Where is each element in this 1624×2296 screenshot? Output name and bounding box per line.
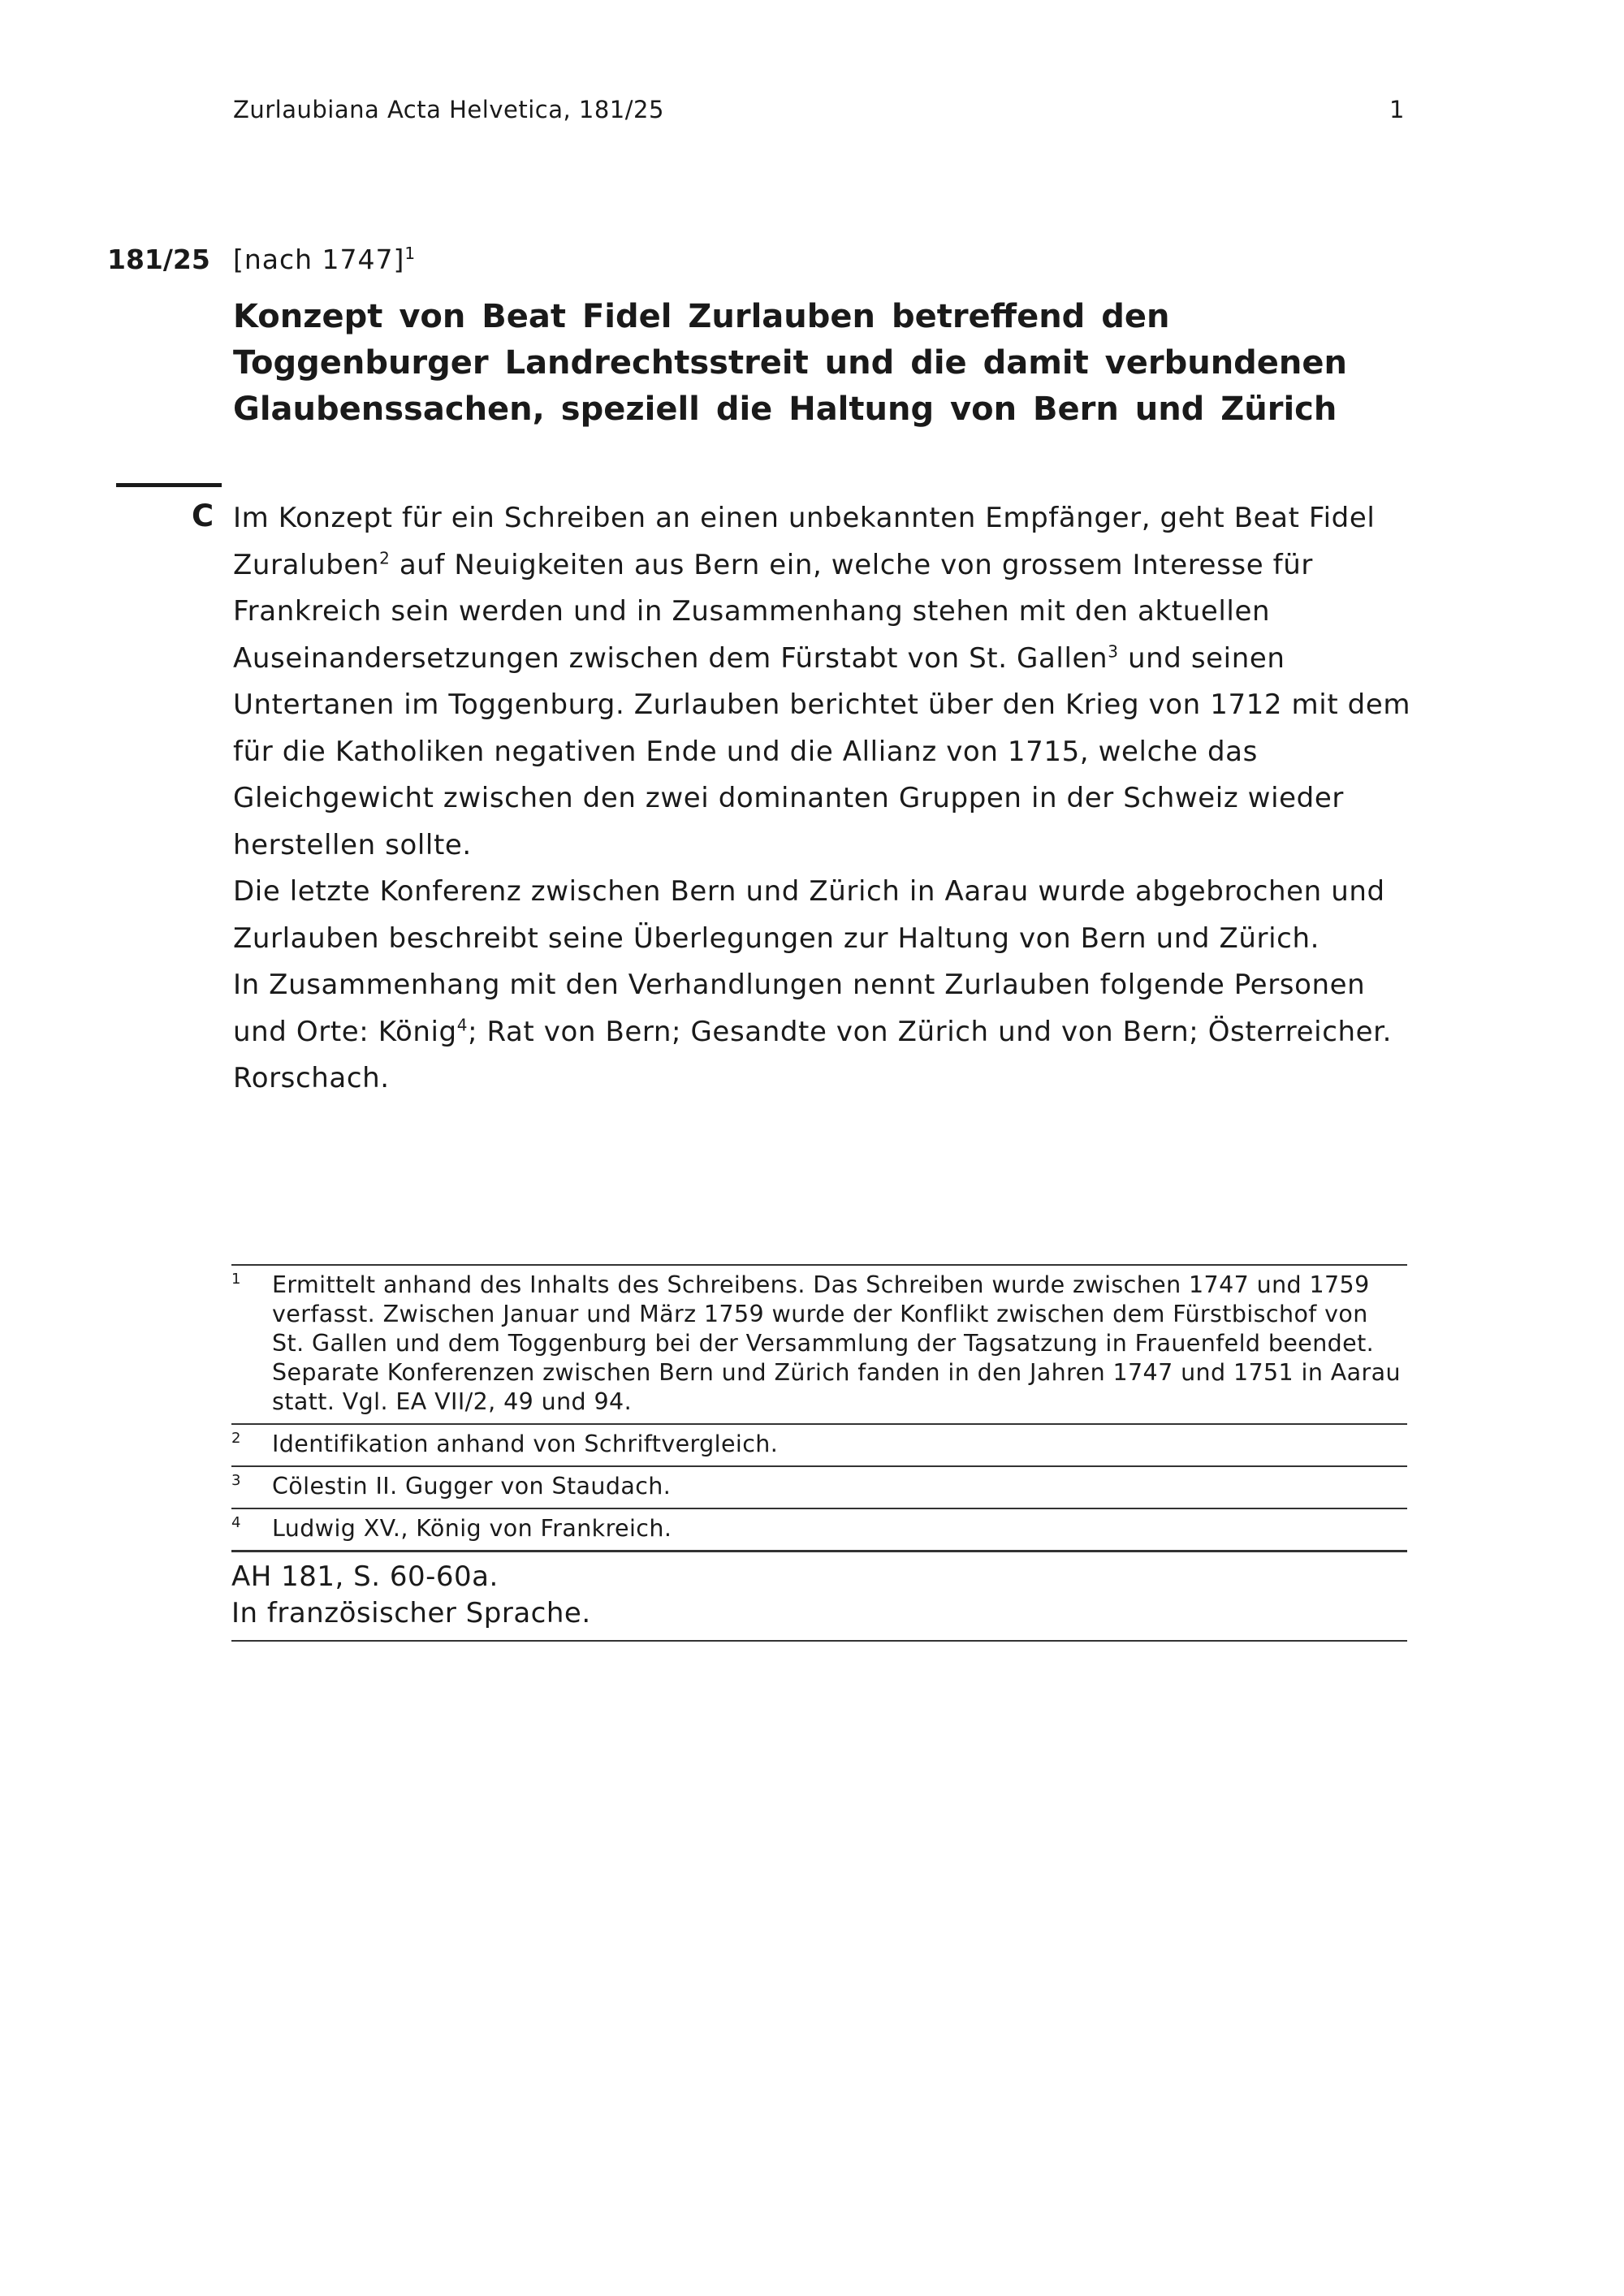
footnote	[231, 1467, 1407, 1509]
page-number: 1	[1389, 96, 1405, 123]
footnote	[231, 1425, 1407, 1467]
entry-number: 181/25	[107, 244, 210, 275]
footnote-number: 4	[231, 1514, 241, 1531]
footnotes	[231, 1264, 1407, 1552]
source-language: In französischer Sprache.	[231, 1597, 591, 1629]
footnote-text: Ludwig XV., König von Frankreich.	[272, 1515, 672, 1542]
entry-date	[233, 244, 416, 275]
footnote-text: Identifikation anhand von Schriftvergleich.	[272, 1431, 779, 1457]
footnote-ref-2[interactable]: 2	[379, 548, 391, 568]
entry-date-text: [nach 1747]	[233, 244, 405, 275]
summary-paragraph-2: Die letzte Konferenz zwischen Bern und Zürich in Aarau wurde abgebrochen und Zurlauben beschreibt seine Überlegungen zur Haltung von Bern und Zürich.	[233, 875, 1385, 955]
footnote-number: 2	[231, 1430, 241, 1447]
running-head	[233, 96, 1405, 123]
summary-body	[233, 495, 1427, 1103]
footnote	[231, 1509, 1407, 1552]
footnote-text: Ermittelt anhand des Inhalts des Schreibens. Das Schreiben wurde zwischen 1747 und 1759 verfasst. Zwischen Januar und März 1759 wurde der Konflikt zwischen dem Fürstbischof von St. Gallen und dem Toggenburg bei der Versammlung der Tagsatzung in Frauenfeld beendet. Separate Konferenzen zwischen Bern und Zürich fanden in den Jahren 1747 und 1751 in Aarau statt. Vgl. EA VII/2, 49 und 94.	[272, 1271, 1401, 1415]
footnote-number: 3	[231, 1472, 241, 1489]
section-marker-rule	[116, 483, 222, 487]
footnote-ref-4[interactable]: 4	[456, 1015, 469, 1035]
footnote-number: 1	[231, 1271, 241, 1288]
footnote-ref-1[interactable]: 1	[404, 244, 417, 263]
footnote-ref-3[interactable]: 3	[1108, 641, 1119, 662]
summary-paragraph-1: Im Konzept für ein Schreiben an einen unbekannten Empfänger, geht Beat Fidel Zuraluben$^2$ auf Neuigkeiten aus Bern ein, welche von grossem Interesse für Frankreich sein werden und in Zusammenhang stehen mit den aktuellen Auseinandersetzungen zwischen dem Fürstabt von St. Gallen$^3$ und seinen Untertanen im Toggenburg. Zurlauben berichtet über den Krieg von 1712 mit dem für die Katholiken negativen Ende und die Allianz von 1715, welche das Gleichgewicht zwischen den zwei dominanten Gruppen in der Schweiz wieder herstellen sollte.	[233, 502, 1411, 861]
source-reference: AH 181, S. 60-60a.	[231, 1560, 499, 1593]
summary-paragraph-4: Rorschach.	[233, 1062, 390, 1094]
footnote-text: Cölestin II. Gugger von Staudach.	[272, 1473, 672, 1500]
source-block	[231, 1551, 1407, 1642]
footnote	[231, 1266, 1407, 1425]
section-marker-letter: C	[192, 498, 214, 533]
entry-title: Konzept von Beat Fidel Zurlauben betreffend den Toggenburger Landrechtsstreit und die damit verbundenen Glaubenssachen, speziell die Haltung von Bern und Zürich	[233, 298, 1348, 428]
running-title: Zurlaubiana Acta Helvetica, 181/25	[233, 96, 664, 123]
summary-paragraph-3: In Zusammenhang mit den Verhandlungen nennt Zurlauben folgende Personen und Orte: König$^4$; Rat von Bern; Gesandte von Zürich und von Bern; Österreicher.	[233, 969, 1393, 1048]
